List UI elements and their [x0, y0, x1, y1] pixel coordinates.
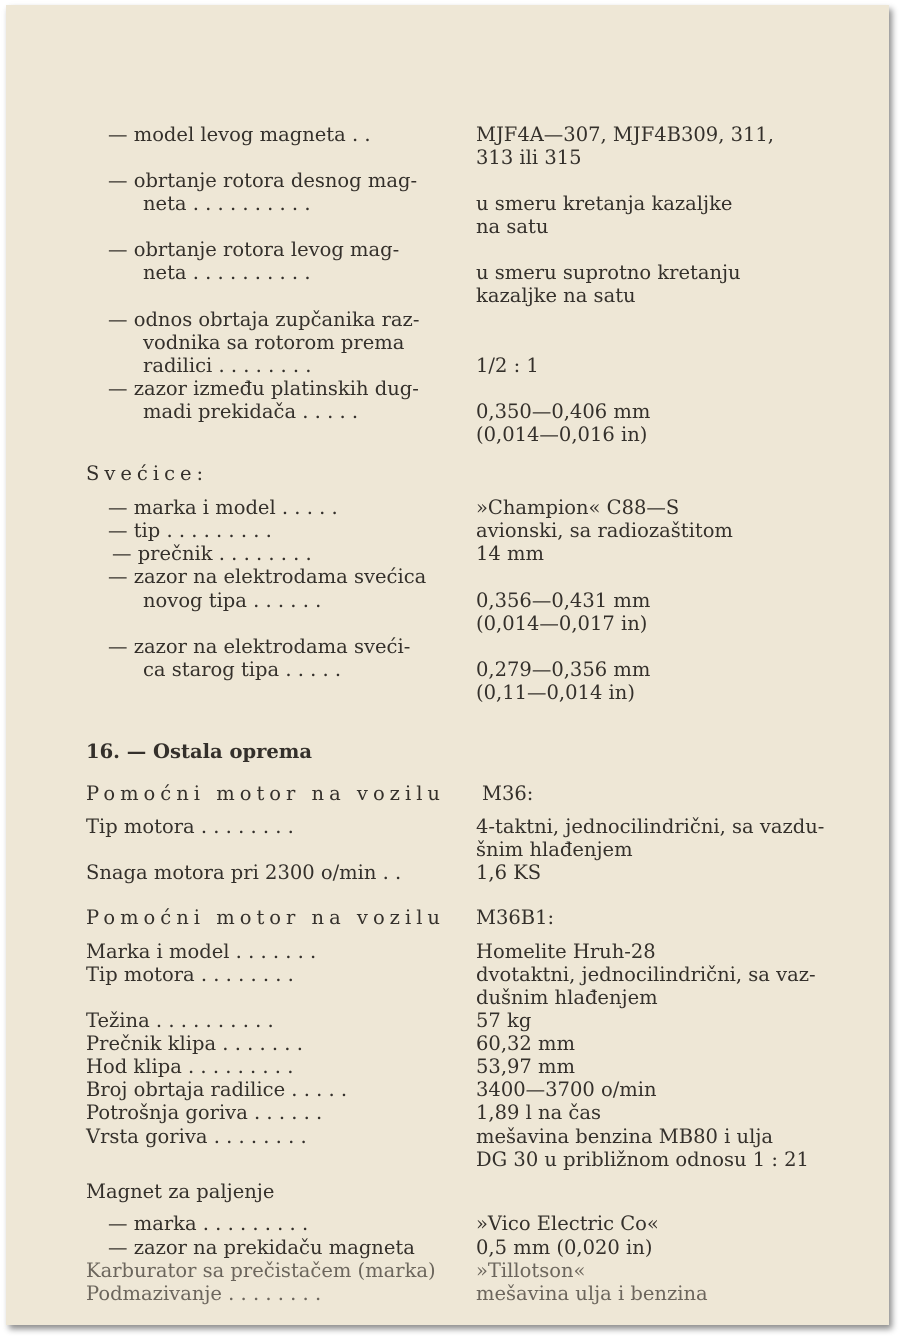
spec-label: Tip motora . . . . . . . .: [86, 963, 294, 986]
spec-value: u smeru kretanja kazaljke: [476, 192, 733, 215]
spec-label: ca starog tipa . . . . .: [143, 658, 342, 681]
spec-label: — zazor na elektrodama svećica: [108, 565, 427, 588]
spec-value: 0,279—0,356 mm: [476, 658, 651, 681]
spec-value: (0,014—0,016 in): [476, 423, 648, 446]
section-subheading: Pomoćni motor na vozilu: [86, 906, 445, 929]
spec-label: neta . . . . . . . . . .: [143, 261, 311, 284]
spec-value: 14 mm: [476, 542, 544, 565]
spec-label: — prečnik . . . . . . . .: [112, 542, 312, 565]
spec-label: — zazor između platinskih dug-: [108, 377, 419, 400]
spec-label: — zazor na elektrodama sveći-: [108, 635, 411, 658]
spec-label: — marka i model . . . . .: [108, 496, 338, 519]
spec-value: »Tillotson«: [476, 1259, 586, 1282]
spec-label: Broj obrtaja radilice . . . . .: [86, 1078, 348, 1101]
spec-value: MJF4A—307, MJF4B309, 311,: [476, 123, 775, 146]
spec-label: Snaga motora pri 2300 o/min . .: [86, 861, 402, 884]
spec-value: 4-taktni, jednocilindrični, sa vazdu-: [476, 815, 825, 838]
spec-value: »Champion« C88—S: [476, 496, 680, 519]
spec-value: u smeru suprotno kretanju: [476, 261, 741, 284]
spec-label: — marka . . . . . . . . .: [108, 1212, 309, 1235]
spec-label: Potrošnja goriva . . . . . .: [86, 1101, 323, 1124]
spec-value: 0,356—0,431 mm: [476, 589, 651, 612]
spec-value: (0,11—0,014 in): [476, 681, 635, 704]
spec-value: 1/2 : 1: [476, 354, 539, 377]
spec-value: DG 30 u približnom odnosu 1 : 21: [476, 1148, 809, 1171]
spec-value: kazaljke na satu: [476, 284, 636, 307]
spec-label: novog tipa . . . . . .: [143, 589, 322, 612]
spec-value: 57 kg: [476, 1009, 532, 1032]
spec-value: (0,014—0,017 in): [476, 612, 648, 635]
spec-label: neta . . . . . . . . . .: [143, 192, 311, 215]
section-subheading: Pomoćni motor na vozilu: [86, 782, 445, 805]
spec-label: Magnet za paljenje: [86, 1180, 275, 1203]
spec-value: šnim hlađenjem: [476, 838, 633, 861]
spec-label: Karburator sa prečistačem (marka): [86, 1259, 436, 1282]
section-heading: 16. — Ostala oprema: [86, 740, 313, 763]
spec-value: dvotaktni, jednocilindrični, sa vaz-: [476, 963, 816, 986]
spec-label: Marka i model . . . . . . .: [86, 940, 317, 963]
spec-value: M36:: [482, 782, 534, 805]
section-subheading: Svećice:: [86, 462, 209, 485]
spec-value: na satu: [476, 215, 549, 238]
spec-label: — obrtanje rotora levog mag-: [108, 238, 400, 261]
spec-label: — zazor na prekidaču magneta: [108, 1236, 415, 1259]
spec-value: 0,5 mm (0,020 in): [476, 1236, 653, 1259]
spec-value: M36B1:: [476, 906, 555, 929]
spec-value: Homelite Hruh-28: [476, 940, 656, 963]
spec-value: 313 ili 315: [476, 146, 582, 169]
spec-value: »Vico Electric Co«: [476, 1212, 659, 1235]
spec-value: 1,6 KS: [476, 861, 542, 884]
spec-label: — tip . . . . . . . . .: [108, 519, 272, 542]
spec-label: Podmazivanje . . . . . . . .: [86, 1282, 322, 1305]
spec-value: 1,89 l na čas: [476, 1101, 601, 1124]
spec-label: — model levog magneta . .: [108, 123, 371, 146]
spec-label: — obrtanje rotora desnog mag-: [108, 169, 418, 192]
spec-label: Prečnik klipa . . . . . . .: [86, 1032, 303, 1055]
spec-value: mešavina ulja i benzina: [476, 1282, 708, 1305]
spec-label: — odnos obrtaja zupčanika raz-: [108, 308, 420, 331]
spec-value: 60,32 mm: [476, 1032, 576, 1055]
spec-label: vodnika sa rotorom prema: [143, 331, 405, 354]
spec-value: 53,97 mm: [476, 1055, 576, 1078]
spec-value: dušnim hlađenjem: [476, 986, 658, 1009]
spec-label: madi prekidača . . . . .: [143, 400, 359, 423]
spec-value: mešavina benzina MB80 i ulja: [476, 1125, 773, 1148]
spec-value: 0,350—0,406 mm: [476, 400, 651, 423]
spec-label: Vrsta goriva . . . . . . . .: [86, 1125, 307, 1148]
spec-value: avionski, sa radiozaštitom: [476, 519, 733, 542]
spec-label: radilici . . . . . . . .: [143, 354, 312, 377]
spec-value: 3400—3700 o/min: [476, 1078, 657, 1101]
spec-label: Hod klipa . . . . . . . . .: [86, 1055, 294, 1078]
spec-label: Težina . . . . . . . . . .: [86, 1009, 274, 1032]
spec-label: Tip motora . . . . . . . .: [86, 815, 294, 838]
